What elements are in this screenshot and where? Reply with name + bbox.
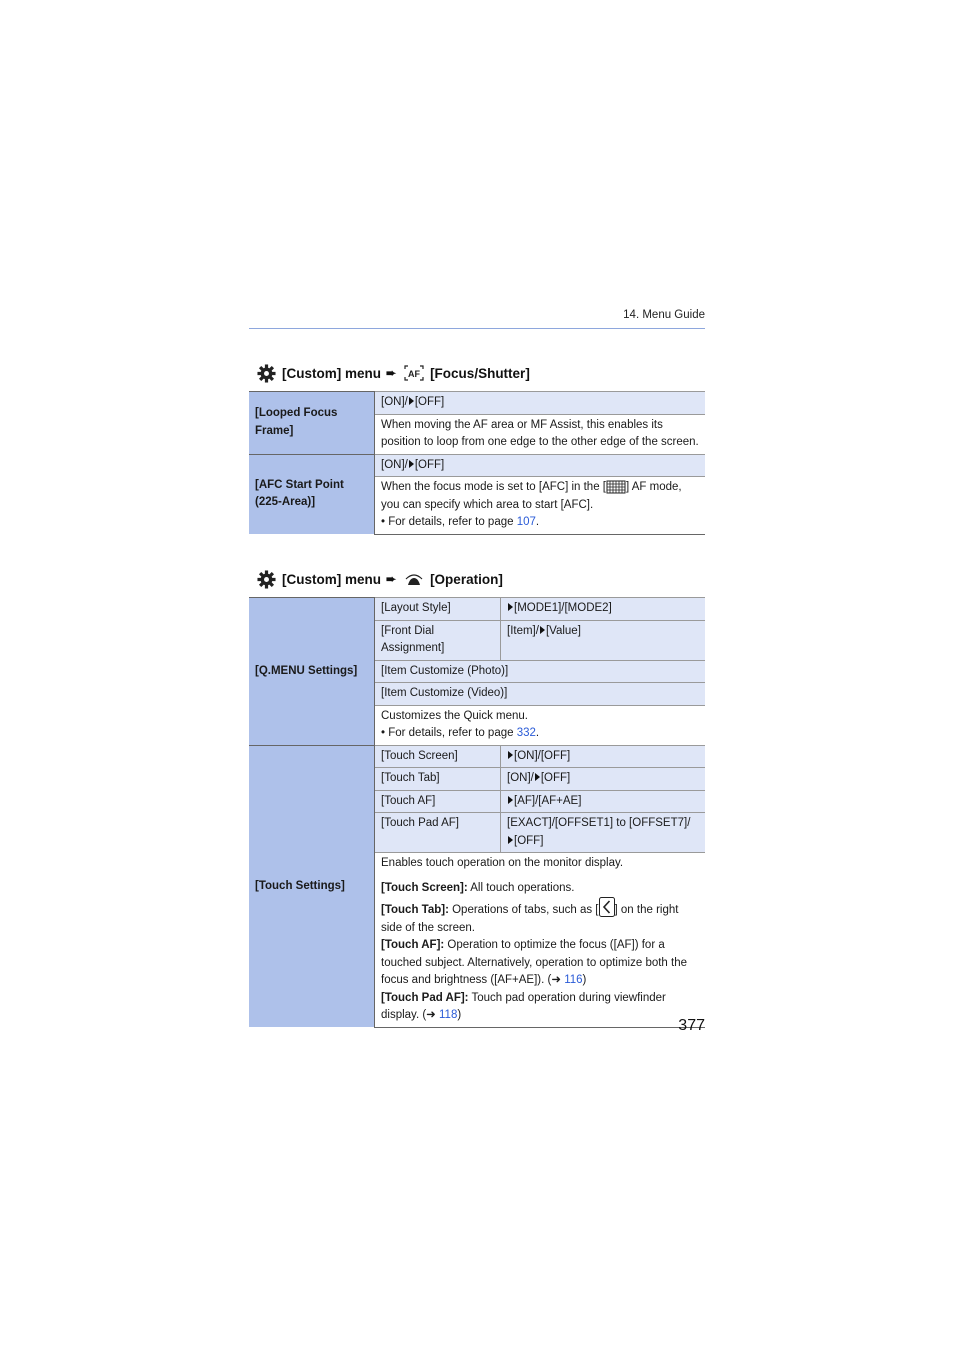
looped-focus-frame-label: [Looped Focus Frame] bbox=[249, 392, 375, 455]
custom-menu-label: [Custom] menu bbox=[282, 365, 381, 381]
touch-settings-desc: Enables touch operation on the monitor display. bbox=[375, 853, 706, 875]
section-name: [Operation] bbox=[430, 571, 503, 587]
page-link-107[interactable]: 107 bbox=[516, 516, 536, 528]
page-link-332[interactable]: 332 bbox=[516, 727, 536, 739]
afc-start-point-desc: When the focus mode is set to [AFC] in the [ ] AF mode, you can specify which area to start [AFC]. • For details, refer to page 107. bbox=[375, 477, 706, 535]
front-dial-assignment-value: [Item]/ [Value] bbox=[501, 620, 706, 660]
225-area-icon bbox=[606, 480, 626, 494]
front-dial-assignment-label: [Front Dial Assignment] bbox=[375, 620, 501, 660]
qmenu-desc: Customizes the Quick menu. • For details, refer to page 332. bbox=[375, 705, 706, 745]
section-title-focus-shutter bbox=[257, 362, 530, 384]
item-customize-video: [Item Customize (Video)] bbox=[375, 683, 706, 706]
looped-focus-frame-desc: When moving the AF area or MF Assist, this enables its position to loop from one edge to the other edge of the screen. bbox=[375, 414, 706, 454]
custom-menu-label: [Custom] menu bbox=[282, 571, 381, 587]
default-marker-icon bbox=[409, 460, 414, 468]
focus-shutter-table bbox=[249, 391, 705, 535]
page-link-118[interactable]: 118 bbox=[439, 1009, 458, 1021]
touch-tab-value: [ON]/ [OFF] bbox=[501, 768, 706, 791]
svg-text:AF: AF bbox=[408, 369, 421, 379]
touch-tab-label: [Touch Tab] bbox=[375, 768, 501, 791]
item-customize-photo: [Item Customize (Photo)] bbox=[375, 660, 706, 683]
touch-pad-af-value: [EXACT]/[OFFSET1] to [OFFSET7]/ [OFF] bbox=[501, 813, 706, 853]
page-number: 377 bbox=[678, 1017, 705, 1034]
default-marker-icon bbox=[508, 751, 513, 759]
touch-settings-label: [Touch Settings] bbox=[249, 745, 375, 1027]
default-marker-icon bbox=[508, 836, 513, 844]
section-title-operation bbox=[257, 568, 503, 590]
layout-style-label: [Layout Style] bbox=[375, 598, 501, 621]
afc-start-point-label: [AFC Start Point (225-Area)] bbox=[249, 454, 375, 534]
qmenu-settings-label: [Q.MENU Settings] bbox=[249, 598, 375, 746]
touch-pad-af-label: [Touch Pad AF] bbox=[375, 813, 501, 853]
operation-table bbox=[249, 597, 705, 1028]
afc-start-point-options: [ON]/ [OFF] bbox=[375, 454, 706, 477]
page-link-116[interactable]: 116 bbox=[564, 974, 583, 986]
gear-icon bbox=[257, 570, 276, 589]
touch-screen-value: [ON]/[OFF] bbox=[501, 745, 706, 768]
operation-hand-icon bbox=[404, 571, 424, 587]
section-name: [Focus/Shutter] bbox=[430, 365, 530, 381]
default-marker-icon bbox=[508, 603, 513, 611]
looped-focus-frame-options: [ON]/ [OFF] bbox=[375, 392, 706, 415]
page-header bbox=[249, 308, 705, 329]
touch-af-value: [AF]/[AF+AE] bbox=[501, 790, 706, 813]
chapter-label: 14. Menu Guide bbox=[623, 309, 705, 321]
default-marker-icon bbox=[409, 397, 414, 405]
chevron-left-icon bbox=[599, 897, 615, 917]
default-marker-icon bbox=[508, 796, 513, 804]
af-focus-icon bbox=[404, 365, 424, 381]
default-marker-icon bbox=[540, 626, 545, 634]
touch-screen-label: [Touch Screen] bbox=[375, 745, 501, 768]
touch-settings-details: [Touch Screen]: All touch operations. [Touch Tab]: Operations of tabs, such as [ ] on the right side of the screen. [Touch AF]: Operation to optimize the focus ([AF]) for a touched subject. Alternatively, operation to optimize both the focus and brightness ([AF+AE]). (➜ 116) [Touch Pad AF]: Touch pad operation during viewfinder display. (➜ 118) bbox=[375, 875, 706, 1028]
arrow-icon: ➨ bbox=[386, 366, 397, 380]
default-marker-icon bbox=[535, 773, 540, 781]
gear-icon bbox=[257, 364, 276, 383]
arrow-icon: ➨ bbox=[386, 572, 397, 586]
touch-af-label: [Touch AF] bbox=[375, 790, 501, 813]
layout-style-value: [MODE1]/[MODE2] bbox=[501, 598, 706, 621]
